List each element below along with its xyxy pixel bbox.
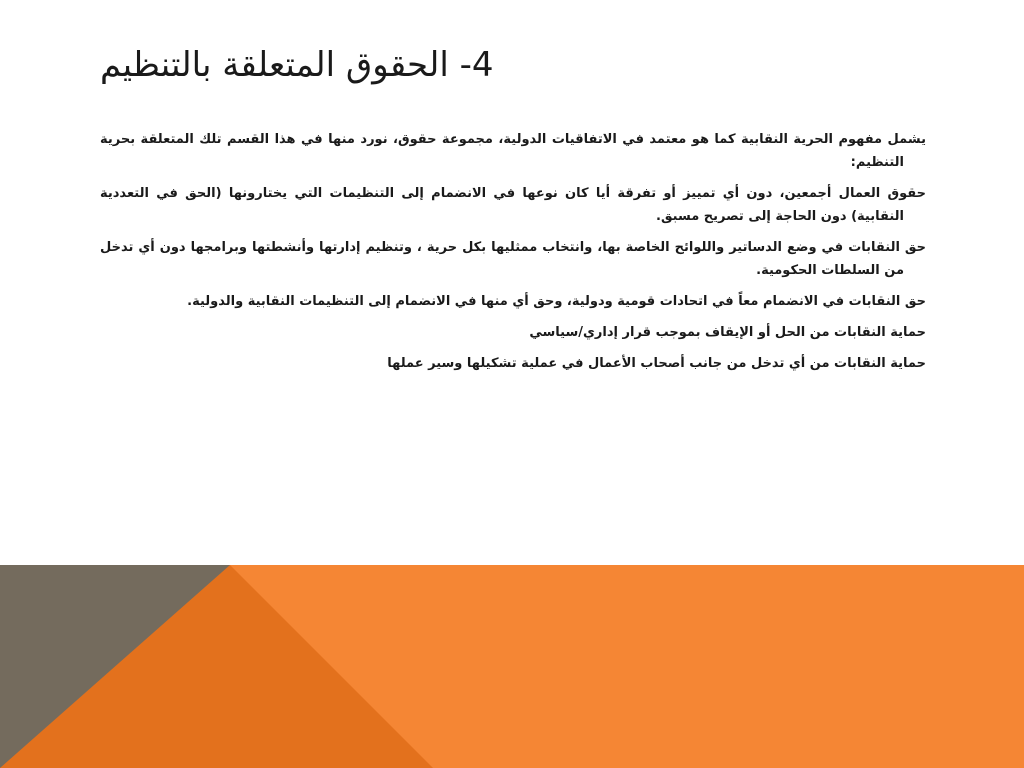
- body-paragraph: حقوق العمال أجمعين، دون أي تمييز أو تفرقة أيا كان نوعها في الانضمام إلى التنظيمات التي يختارونها (الحق في التعددية النقابية) دون الحاجة إلى تصريح مسبق.: [100, 186, 926, 224]
- body-paragraph: حماية النقابات من أي تدخل من جانب أصحاب الأعمال في عملية تشكيلها وسير عملها: [387, 356, 926, 371]
- decorative-footer-shapes: [0, 565, 1024, 768]
- title-container: [100, 44, 570, 87]
- body-paragraph: حماية النقابات من الحل أو الإيقاف بموجب قرار إداري/سياسي: [529, 325, 926, 340]
- slide-title: 4- الحقوق المتعلقة بالتنظيم: [100, 45, 494, 85]
- slide-body: [100, 128, 926, 383]
- body-paragraph: حق النقابات في وضع الدساتير واللوائح الخاصة بها، وانتخاب ممثليها بكل حرية ، وتنظيم إدارتها وأنشطتها وبرامجها دون أي تدخل من السلطات الحكومية.: [100, 240, 926, 278]
- body-paragraph: يشمل مفهوم الحرية النقابية كما هو معتمد في الاتفاقيات الدولية، مجموعة حقوق، نورد منها في هذا القسم تلك المتعلقة بحرية التنظيم:: [100, 132, 926, 170]
- body-paragraph: حق النقابات في الانضمام معاً في اتحادات قومية ودولية، وحق أي منها في الانضمام إلى التنظيمات النقابية والدولية.: [187, 294, 926, 309]
